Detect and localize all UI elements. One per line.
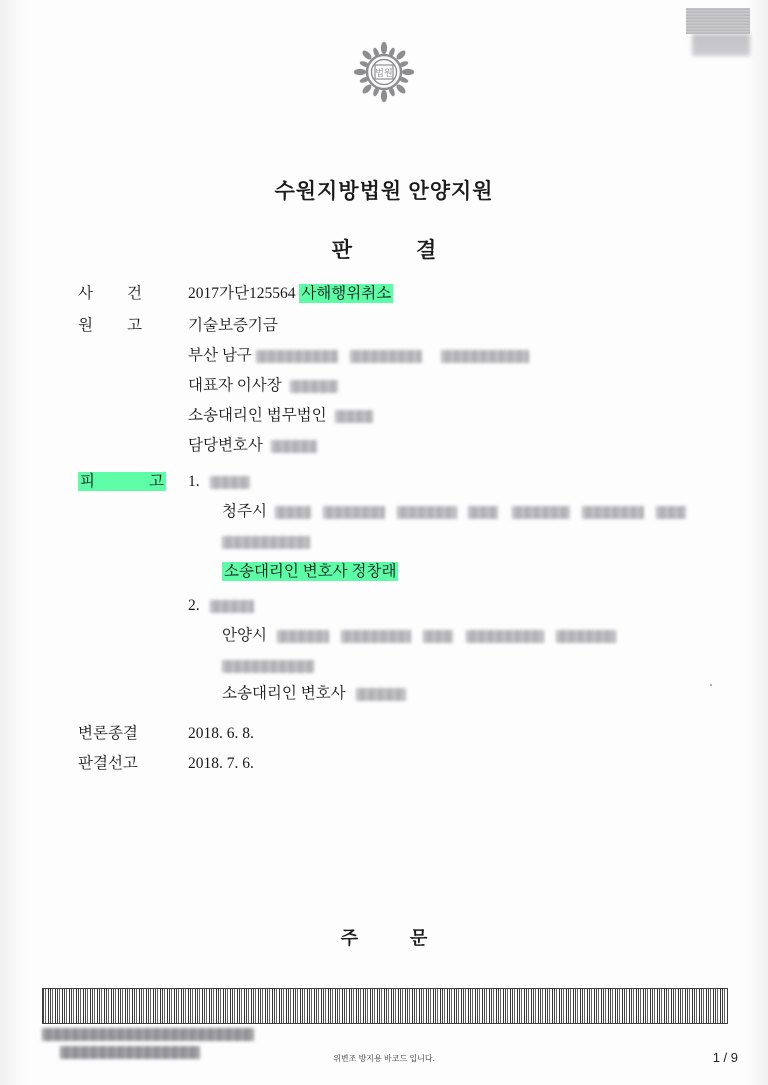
verification-barcode bbox=[42, 988, 728, 1024]
section-heading-left: 주 bbox=[340, 928, 358, 948]
defendant-1-address bbox=[188, 504, 698, 522]
field-judgment-date-value: 2018. 7. 6. bbox=[188, 755, 254, 772]
plaintiff-representative bbox=[188, 378, 698, 396]
field-closing-date-label: 변론종결 bbox=[78, 725, 138, 742]
plaintiff-address-prefix: 부산 남구 bbox=[188, 347, 252, 364]
redacted-d2-addr-5 bbox=[556, 630, 616, 643]
defendant-2-index: 2. bbox=[188, 597, 200, 614]
barcode-caption: 위변조 방지용 바코드 입니다. bbox=[333, 1054, 435, 1063]
defendant-1-counsel-highlight: 소송대리인 변호사 정창래 bbox=[224, 563, 397, 580]
field-plaintiff bbox=[78, 318, 698, 336]
plaintiff-attorney bbox=[188, 438, 698, 456]
page-title: 수원지방법원 안양지원 bbox=[274, 179, 494, 203]
redacted-d1-addr-4 bbox=[468, 506, 498, 519]
redacted-d1-addr-6 bbox=[582, 506, 644, 519]
defendant-2-row bbox=[78, 598, 698, 616]
defendant-1-index: 1. bbox=[188, 473, 200, 490]
section-heading-order bbox=[0, 924, 768, 950]
redacted-d2-addr-4 bbox=[466, 630, 544, 643]
document-type-left: 판 bbox=[331, 238, 352, 262]
field-case-label: 사 건 bbox=[78, 285, 142, 302]
defendant-1-address-prefix: 청주시 bbox=[222, 503, 267, 520]
scan-speck bbox=[710, 684, 712, 686]
case-number: 2017가단125564 bbox=[188, 285, 296, 302]
redacted-representative-name bbox=[290, 380, 338, 393]
defendant-2-counsel-label: 소송대리인 변호사 bbox=[222, 685, 346, 702]
redacted-d1-addr-2 bbox=[323, 506, 385, 519]
court-emblem bbox=[0, 36, 768, 108]
redacted-d2-addr-2 bbox=[341, 630, 411, 643]
defendant-2-counsel bbox=[188, 686, 698, 704]
defendant-2-address-cont bbox=[188, 658, 698, 676]
redacted-address-part-3 bbox=[441, 350, 529, 363]
defendant-2-address-prefix: 안양시 bbox=[222, 627, 267, 644]
redacted-d1-addr-7 bbox=[656, 506, 686, 519]
scan-noise-block bbox=[686, 8, 750, 34]
defendant-2-address bbox=[188, 628, 698, 646]
defendant-2-counsel-row bbox=[78, 686, 698, 704]
defendant-2-address-row bbox=[78, 628, 698, 646]
case-type-highlight: 사해행위취소 bbox=[301, 285, 392, 302]
field-case bbox=[78, 286, 698, 304]
redacted-defendant-2-name bbox=[210, 600, 254, 613]
redacted-d1-addr-3 bbox=[397, 506, 457, 519]
field-plaintiff-value bbox=[188, 318, 698, 336]
plaintiff-address bbox=[188, 348, 698, 366]
field-closing-date-value: 2018. 6. 8. bbox=[188, 725, 254, 742]
redacted-d1-addr-5 bbox=[512, 506, 570, 519]
defendant-1-address-cont bbox=[188, 534, 698, 552]
field-judgment-date bbox=[78, 756, 698, 774]
plaintiff-representative-row bbox=[78, 378, 698, 396]
document-type-heading bbox=[0, 234, 768, 264]
document-body bbox=[78, 286, 698, 788]
redacted-d1-addr-1 bbox=[275, 506, 311, 519]
redacted-address-part-1 bbox=[256, 350, 338, 363]
plaintiff-attorney-row bbox=[78, 438, 698, 456]
law-firm-label: 소송대리인 법무법인 bbox=[188, 407, 327, 424]
section-heading-right: 문 bbox=[410, 928, 428, 948]
redacted-address-part-2 bbox=[350, 350, 422, 363]
field-defendant bbox=[78, 474, 698, 492]
defendant-1-address-row bbox=[78, 504, 698, 522]
redacted-defendant-2-counsel-name bbox=[356, 688, 406, 701]
redacted-law-firm-name bbox=[335, 410, 373, 423]
emblem-label: 법원 bbox=[375, 68, 393, 78]
redacted-d2-addr-6 bbox=[222, 660, 314, 673]
field-plaintiff-label: 원 고 bbox=[78, 317, 142, 334]
defendant-2-name bbox=[188, 598, 698, 616]
redacted-footer-line-1 bbox=[42, 1028, 254, 1041]
defendant-2-address-row-2 bbox=[78, 658, 698, 676]
field-defendant-label bbox=[78, 474, 188, 490]
representative-label: 대표자 이사장 bbox=[188, 377, 282, 394]
redacted-defendant-1-name bbox=[210, 476, 250, 489]
plaintiff-law-firm-row bbox=[78, 408, 698, 426]
document-type-right: 결 bbox=[416, 238, 437, 262]
defendant-1-name bbox=[188, 474, 698, 492]
redacted-d2-addr-3 bbox=[423, 630, 453, 643]
defendant-1-counsel-row bbox=[78, 564, 698, 582]
redacted-attorney-name bbox=[271, 440, 317, 453]
field-closing-date bbox=[78, 726, 698, 744]
defendant-1-counsel bbox=[188, 564, 698, 582]
field-case-value bbox=[188, 286, 698, 304]
defendant-label-highlight: 피 고 bbox=[80, 473, 164, 490]
redacted-d2-addr-1 bbox=[277, 630, 329, 643]
defendant-1-address-row-2 bbox=[78, 534, 698, 552]
redacted-d1-addr-8 bbox=[222, 536, 310, 549]
field-judgment-date-label: 판결선고 bbox=[78, 755, 138, 772]
page-number: 1 / 9 bbox=[712, 1050, 738, 1065]
plaintiff-name: 기술보증기금 bbox=[188, 317, 278, 334]
attorney-label: 담당변호사 bbox=[188, 437, 263, 454]
plaintiff-law-firm bbox=[188, 408, 698, 426]
plaintiff-address-row bbox=[78, 348, 698, 366]
